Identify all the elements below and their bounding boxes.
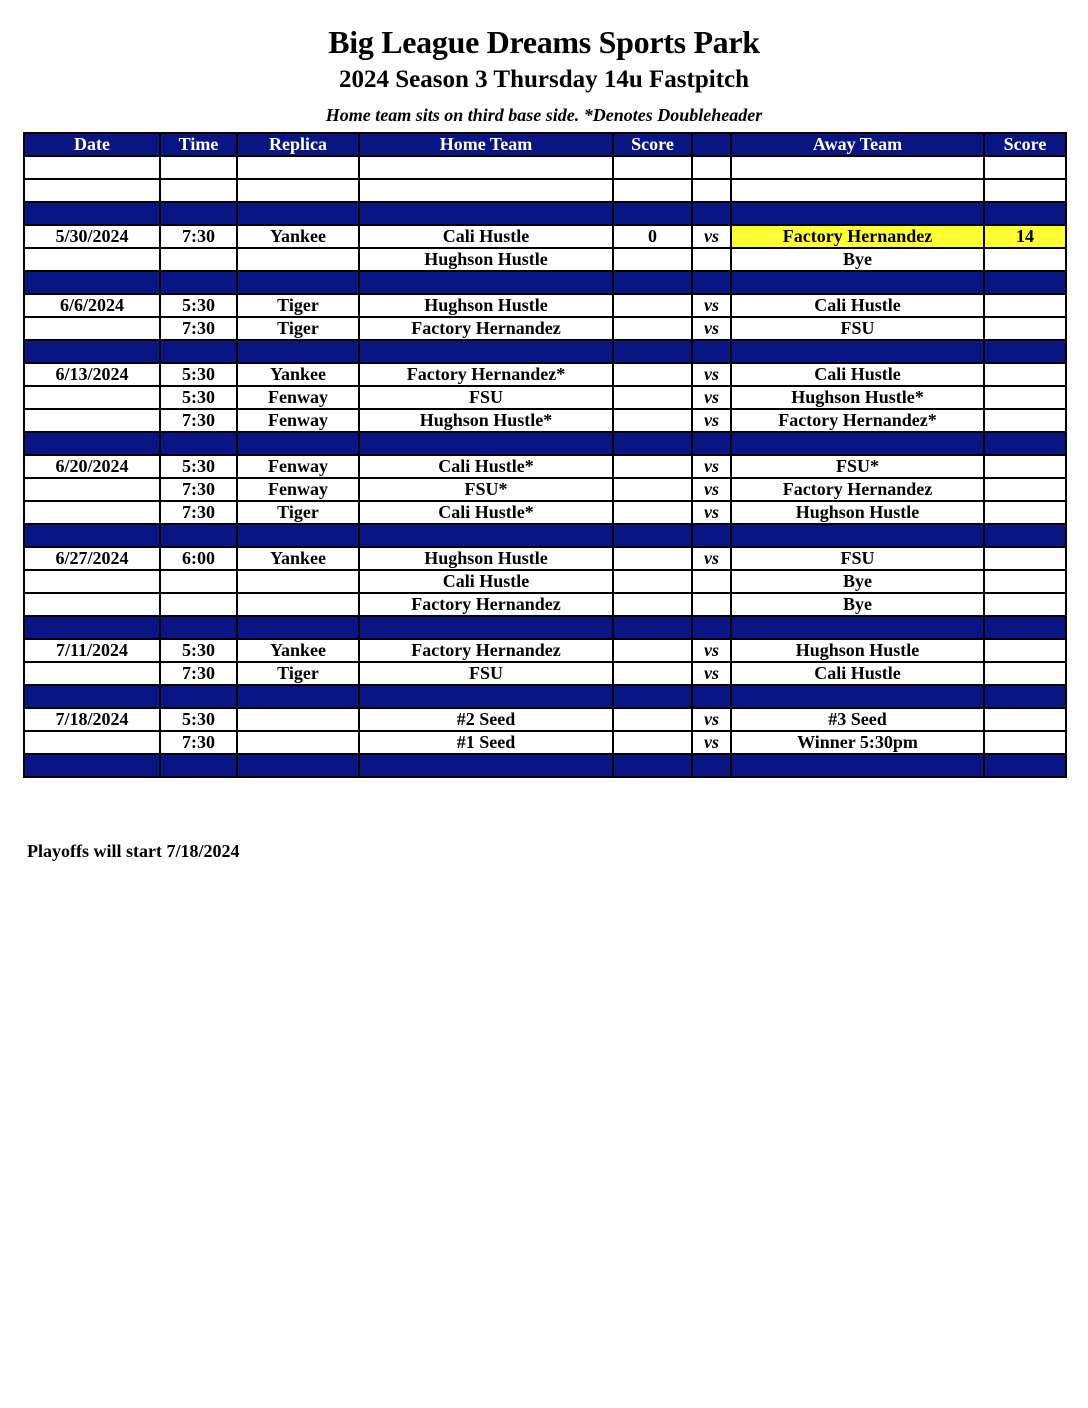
home-score-cell <box>613 524 692 547</box>
date-cell <box>24 409 160 432</box>
home-score-cell <box>613 708 692 731</box>
date-cell: 6/27/2024 <box>24 547 160 570</box>
vs-cell: vs <box>692 294 731 317</box>
vs-cell: vs <box>692 363 731 386</box>
away-score-cell <box>984 432 1066 455</box>
time-cell: 7:30 <box>160 225 237 248</box>
time-cell <box>160 340 237 363</box>
home-score-cell <box>613 570 692 593</box>
date-cell <box>24 570 160 593</box>
vs-cell <box>692 593 731 616</box>
week-separator-row <box>24 432 1066 455</box>
home-team-cell: FSU <box>359 662 613 685</box>
date-cell <box>24 662 160 685</box>
col-header-date: Date <box>24 133 160 156</box>
home-score-cell <box>613 639 692 662</box>
replica-cell <box>237 271 359 294</box>
home-team-cell: Factory Hernandez <box>359 317 613 340</box>
replica-cell <box>237 754 359 777</box>
col-header-home-score: Score <box>613 133 692 156</box>
game-row <box>24 639 1066 662</box>
date-cell <box>24 202 160 225</box>
home-team-cell <box>359 524 613 547</box>
col-header-vs <box>692 133 731 156</box>
page-subtitle: 2024 Season 3 Thursday 14u Fastpitch <box>338 66 750 93</box>
away-team-cell <box>731 685 984 708</box>
away-team-cell: Cali Hustle <box>731 662 984 685</box>
date-cell <box>24 340 160 363</box>
home-team-cell: FSU* <box>359 478 613 501</box>
away-score-cell <box>984 524 1066 547</box>
vs-cell <box>692 179 731 202</box>
page-title: Big League Dreams Sports Park <box>328 24 760 60</box>
away-score-cell <box>984 478 1066 501</box>
replica-cell <box>237 570 359 593</box>
time-cell: 7:30 <box>160 409 237 432</box>
home-team-cell <box>359 340 613 363</box>
vs-cell <box>692 248 731 271</box>
time-cell: 7:30 <box>160 501 237 524</box>
home-team-cell: Hughson Hustle <box>359 547 613 570</box>
home-score-cell <box>613 363 692 386</box>
away-score-cell <box>984 662 1066 685</box>
away-score-cell <box>984 409 1066 432</box>
away-team-cell: Cali Hustle <box>731 363 984 386</box>
home-score-cell <box>613 616 692 639</box>
game-row <box>24 547 1066 570</box>
home-score-cell: 0 <box>613 225 692 248</box>
date-cell: 6/20/2024 <box>24 455 160 478</box>
home-score-cell <box>613 547 692 570</box>
blank-row <box>24 156 1066 179</box>
home-score-cell <box>613 317 692 340</box>
away-score-cell <box>984 455 1066 478</box>
time-cell <box>160 570 237 593</box>
replica-cell: Fenway <box>237 386 359 409</box>
game-row <box>24 248 1066 271</box>
replica-cell: Yankee <box>237 363 359 386</box>
game-row <box>24 662 1066 685</box>
home-team-cell: Hughson Hustle* <box>359 409 613 432</box>
time-cell <box>160 524 237 547</box>
away-score-cell <box>984 731 1066 754</box>
home-score-cell <box>613 179 692 202</box>
away-team-cell: Hughson Hustle* <box>731 386 984 409</box>
time-cell: 5:30 <box>160 639 237 662</box>
away-score-cell <box>984 317 1066 340</box>
home-team-cell <box>359 156 613 179</box>
week-separator-row <box>24 616 1066 639</box>
time-cell <box>160 616 237 639</box>
game-row <box>24 409 1066 432</box>
time-cell <box>160 156 237 179</box>
date-cell <box>24 685 160 708</box>
date-cell <box>24 616 160 639</box>
date-cell <box>24 271 160 294</box>
replica-cell <box>237 593 359 616</box>
game-row <box>24 708 1066 731</box>
home-team-cell <box>359 432 613 455</box>
week-separator-row <box>24 524 1066 547</box>
date-cell: 6/6/2024 <box>24 294 160 317</box>
week-separator-row <box>24 754 1066 777</box>
home-score-cell <box>613 593 692 616</box>
vs-cell <box>692 156 731 179</box>
time-cell <box>160 248 237 271</box>
replica-cell <box>237 202 359 225</box>
week-separator-row <box>24 340 1066 363</box>
schedule-body <box>24 156 1066 777</box>
footnote: Playoffs will start 7/18/2024 <box>27 841 240 861</box>
col-header-away-team: Away Team <box>731 133 984 156</box>
time-cell <box>160 593 237 616</box>
away-score-cell <box>984 340 1066 363</box>
game-row <box>24 731 1066 754</box>
replica-cell <box>237 179 359 202</box>
away-team-cell: Factory Hernandez <box>731 478 984 501</box>
vs-cell <box>692 340 731 363</box>
vs-cell: vs <box>692 478 731 501</box>
away-team-cell <box>731 616 984 639</box>
home-team-cell: Factory Hernandez* <box>359 363 613 386</box>
away-score-cell <box>984 708 1066 731</box>
date-cell <box>24 386 160 409</box>
home-team-cell: Cali Hustle <box>359 570 613 593</box>
away-score-cell <box>984 386 1066 409</box>
home-team-cell: #2 Seed <box>359 708 613 731</box>
replica-cell: Tiger <box>237 662 359 685</box>
vs-cell: vs <box>692 501 731 524</box>
away-team-cell <box>731 156 984 179</box>
replica-cell: Yankee <box>237 547 359 570</box>
away-team-cell: Bye <box>731 570 984 593</box>
game-row <box>24 363 1066 386</box>
vs-cell: vs <box>692 225 731 248</box>
game-row <box>24 570 1066 593</box>
week-separator-row <box>24 685 1066 708</box>
home-score-cell <box>613 294 692 317</box>
away-score-cell <box>984 547 1066 570</box>
replica-cell <box>237 340 359 363</box>
replica-cell <box>237 524 359 547</box>
date-cell <box>24 593 160 616</box>
game-row <box>24 294 1066 317</box>
away-score-cell <box>984 616 1066 639</box>
home-team-cell: Cali Hustle* <box>359 455 613 478</box>
col-header-home-team: Home Team <box>359 133 613 156</box>
away-team-cell: Factory Hernandez* <box>731 409 984 432</box>
away-score-cell <box>984 363 1066 386</box>
away-score-cell <box>984 202 1066 225</box>
time-cell: 7:30 <box>160 731 237 754</box>
replica-cell <box>237 731 359 754</box>
home-team-cell <box>359 179 613 202</box>
blank-row <box>24 179 1066 202</box>
replica-cell: Fenway <box>237 478 359 501</box>
home-score-cell <box>613 202 692 225</box>
time-cell: 5:30 <box>160 294 237 317</box>
vs-cell: vs <box>692 386 731 409</box>
replica-cell: Fenway <box>237 455 359 478</box>
game-row <box>24 455 1066 478</box>
date-cell <box>24 432 160 455</box>
replica-cell: Tiger <box>237 501 359 524</box>
vs-cell: vs <box>692 317 731 340</box>
time-cell: 5:30 <box>160 363 237 386</box>
vs-cell: vs <box>692 455 731 478</box>
date-cell <box>24 501 160 524</box>
away-team-cell: #3 Seed <box>731 708 984 731</box>
vs-cell: vs <box>692 409 731 432</box>
home-team-cell: Factory Hernandez <box>359 593 613 616</box>
time-cell <box>160 271 237 294</box>
vs-cell: vs <box>692 708 731 731</box>
replica-cell <box>237 616 359 639</box>
game-row <box>24 225 1066 248</box>
away-score-cell <box>984 294 1066 317</box>
date-cell <box>24 156 160 179</box>
home-score-cell <box>613 271 692 294</box>
away-team-cell <box>731 524 984 547</box>
vs-cell <box>692 570 731 593</box>
away-team-cell <box>731 202 984 225</box>
game-row <box>24 478 1066 501</box>
time-cell: 5:30 <box>160 708 237 731</box>
vs-cell <box>692 202 731 225</box>
home-score-cell <box>613 409 692 432</box>
away-team-cell: Bye <box>731 248 984 271</box>
away-team-cell: Hughson Hustle <box>731 501 984 524</box>
time-cell: 6:00 <box>160 547 237 570</box>
away-team-cell: Hughson Hustle <box>731 639 984 662</box>
away-team-cell: Cali Hustle <box>731 294 984 317</box>
vs-cell <box>692 271 731 294</box>
home-score-cell <box>613 662 692 685</box>
game-row <box>24 317 1066 340</box>
replica-cell: Tiger <box>237 317 359 340</box>
away-score-cell <box>984 179 1066 202</box>
home-score-cell <box>613 432 692 455</box>
time-cell: 7:30 <box>160 317 237 340</box>
away-score-cell <box>984 570 1066 593</box>
replica-cell: Yankee <box>237 225 359 248</box>
replica-cell <box>237 708 359 731</box>
away-team-cell <box>731 271 984 294</box>
date-cell <box>24 524 160 547</box>
home-score-cell <box>613 685 692 708</box>
time-cell: 5:30 <box>160 455 237 478</box>
game-row <box>24 593 1066 616</box>
away-team-cell: Bye <box>731 593 984 616</box>
col-header-away-score: Score <box>984 133 1066 156</box>
time-cell: 5:30 <box>160 386 237 409</box>
time-cell <box>160 202 237 225</box>
vs-cell: vs <box>692 731 731 754</box>
game-row <box>24 386 1066 409</box>
date-cell <box>24 248 160 271</box>
replica-cell: Fenway <box>237 409 359 432</box>
home-score-cell <box>613 386 692 409</box>
away-score-cell <box>984 685 1066 708</box>
away-score-cell <box>984 156 1066 179</box>
home-team-cell <box>359 685 613 708</box>
time-cell <box>160 685 237 708</box>
home-team-cell <box>359 202 613 225</box>
time-cell <box>160 754 237 777</box>
time-cell <box>160 432 237 455</box>
away-team-cell: FSU <box>731 547 984 570</box>
vs-cell <box>692 685 731 708</box>
date-cell: 6/13/2024 <box>24 363 160 386</box>
home-score-cell <box>613 156 692 179</box>
home-team-cell <box>359 754 613 777</box>
home-team-cell: Hughson Hustle <box>359 248 613 271</box>
game-row <box>24 501 1066 524</box>
away-score-cell <box>984 248 1066 271</box>
away-team-cell: Winner 5:30pm <box>731 731 984 754</box>
home-team-cell <box>359 616 613 639</box>
time-cell <box>160 179 237 202</box>
vs-cell <box>692 524 731 547</box>
replica-cell <box>237 248 359 271</box>
header-row <box>24 133 1066 156</box>
home-score-cell <box>613 501 692 524</box>
time-cell: 7:30 <box>160 478 237 501</box>
away-team-cell: Factory Hernandez <box>731 225 984 248</box>
date-cell: 7/11/2024 <box>24 639 160 662</box>
home-team-cell: Cali Hustle* <box>359 501 613 524</box>
col-header-replica: Replica <box>237 133 359 156</box>
vs-cell <box>692 616 731 639</box>
date-cell <box>24 731 160 754</box>
week-separator-row <box>24 271 1066 294</box>
home-team-cell: Cali Hustle <box>359 225 613 248</box>
replica-cell <box>237 156 359 179</box>
replica-cell <box>237 432 359 455</box>
replica-cell: Tiger <box>237 294 359 317</box>
away-team-cell <box>731 340 984 363</box>
away-score-cell: 14 <box>984 225 1066 248</box>
vs-cell <box>692 432 731 455</box>
home-score-cell <box>613 248 692 271</box>
home-team-cell <box>359 271 613 294</box>
date-cell <box>24 754 160 777</box>
home-score-cell <box>613 754 692 777</box>
date-cell: 7/18/2024 <box>24 708 160 731</box>
away-score-cell <box>984 754 1066 777</box>
week-separator-row <box>24 202 1066 225</box>
home-team-cell: FSU <box>359 386 613 409</box>
home-score-cell <box>613 478 692 501</box>
away-team-cell: FSU <box>731 317 984 340</box>
date-cell <box>24 478 160 501</box>
date-cell: 5/30/2024 <box>24 225 160 248</box>
schedule-table <box>23 132 1067 778</box>
away-score-cell <box>984 271 1066 294</box>
away-score-cell <box>984 639 1066 662</box>
vs-cell: vs <box>692 662 731 685</box>
date-cell <box>24 317 160 340</box>
date-cell <box>24 179 160 202</box>
vs-cell <box>692 754 731 777</box>
vs-cell: vs <box>692 639 731 662</box>
home-team-cell: Hughson Hustle <box>359 294 613 317</box>
time-cell: 7:30 <box>160 662 237 685</box>
away-team-cell <box>731 754 984 777</box>
away-team-cell <box>731 179 984 202</box>
away-team-cell: FSU* <box>731 455 984 478</box>
home-team-cell: #1 Seed <box>359 731 613 754</box>
replica-cell <box>237 685 359 708</box>
col-header-time: Time <box>160 133 237 156</box>
away-score-cell <box>984 593 1066 616</box>
home-score-cell <box>613 340 692 363</box>
replica-cell: Yankee <box>237 639 359 662</box>
home-score-cell <box>613 455 692 478</box>
home-score-cell <box>613 731 692 754</box>
away-team-cell <box>731 432 984 455</box>
page-note: Home team sits on third base side. *Denotes Doubleheader <box>325 105 763 125</box>
away-score-cell <box>984 501 1066 524</box>
home-team-cell: Factory Hernandez <box>359 639 613 662</box>
vs-cell: vs <box>692 547 731 570</box>
